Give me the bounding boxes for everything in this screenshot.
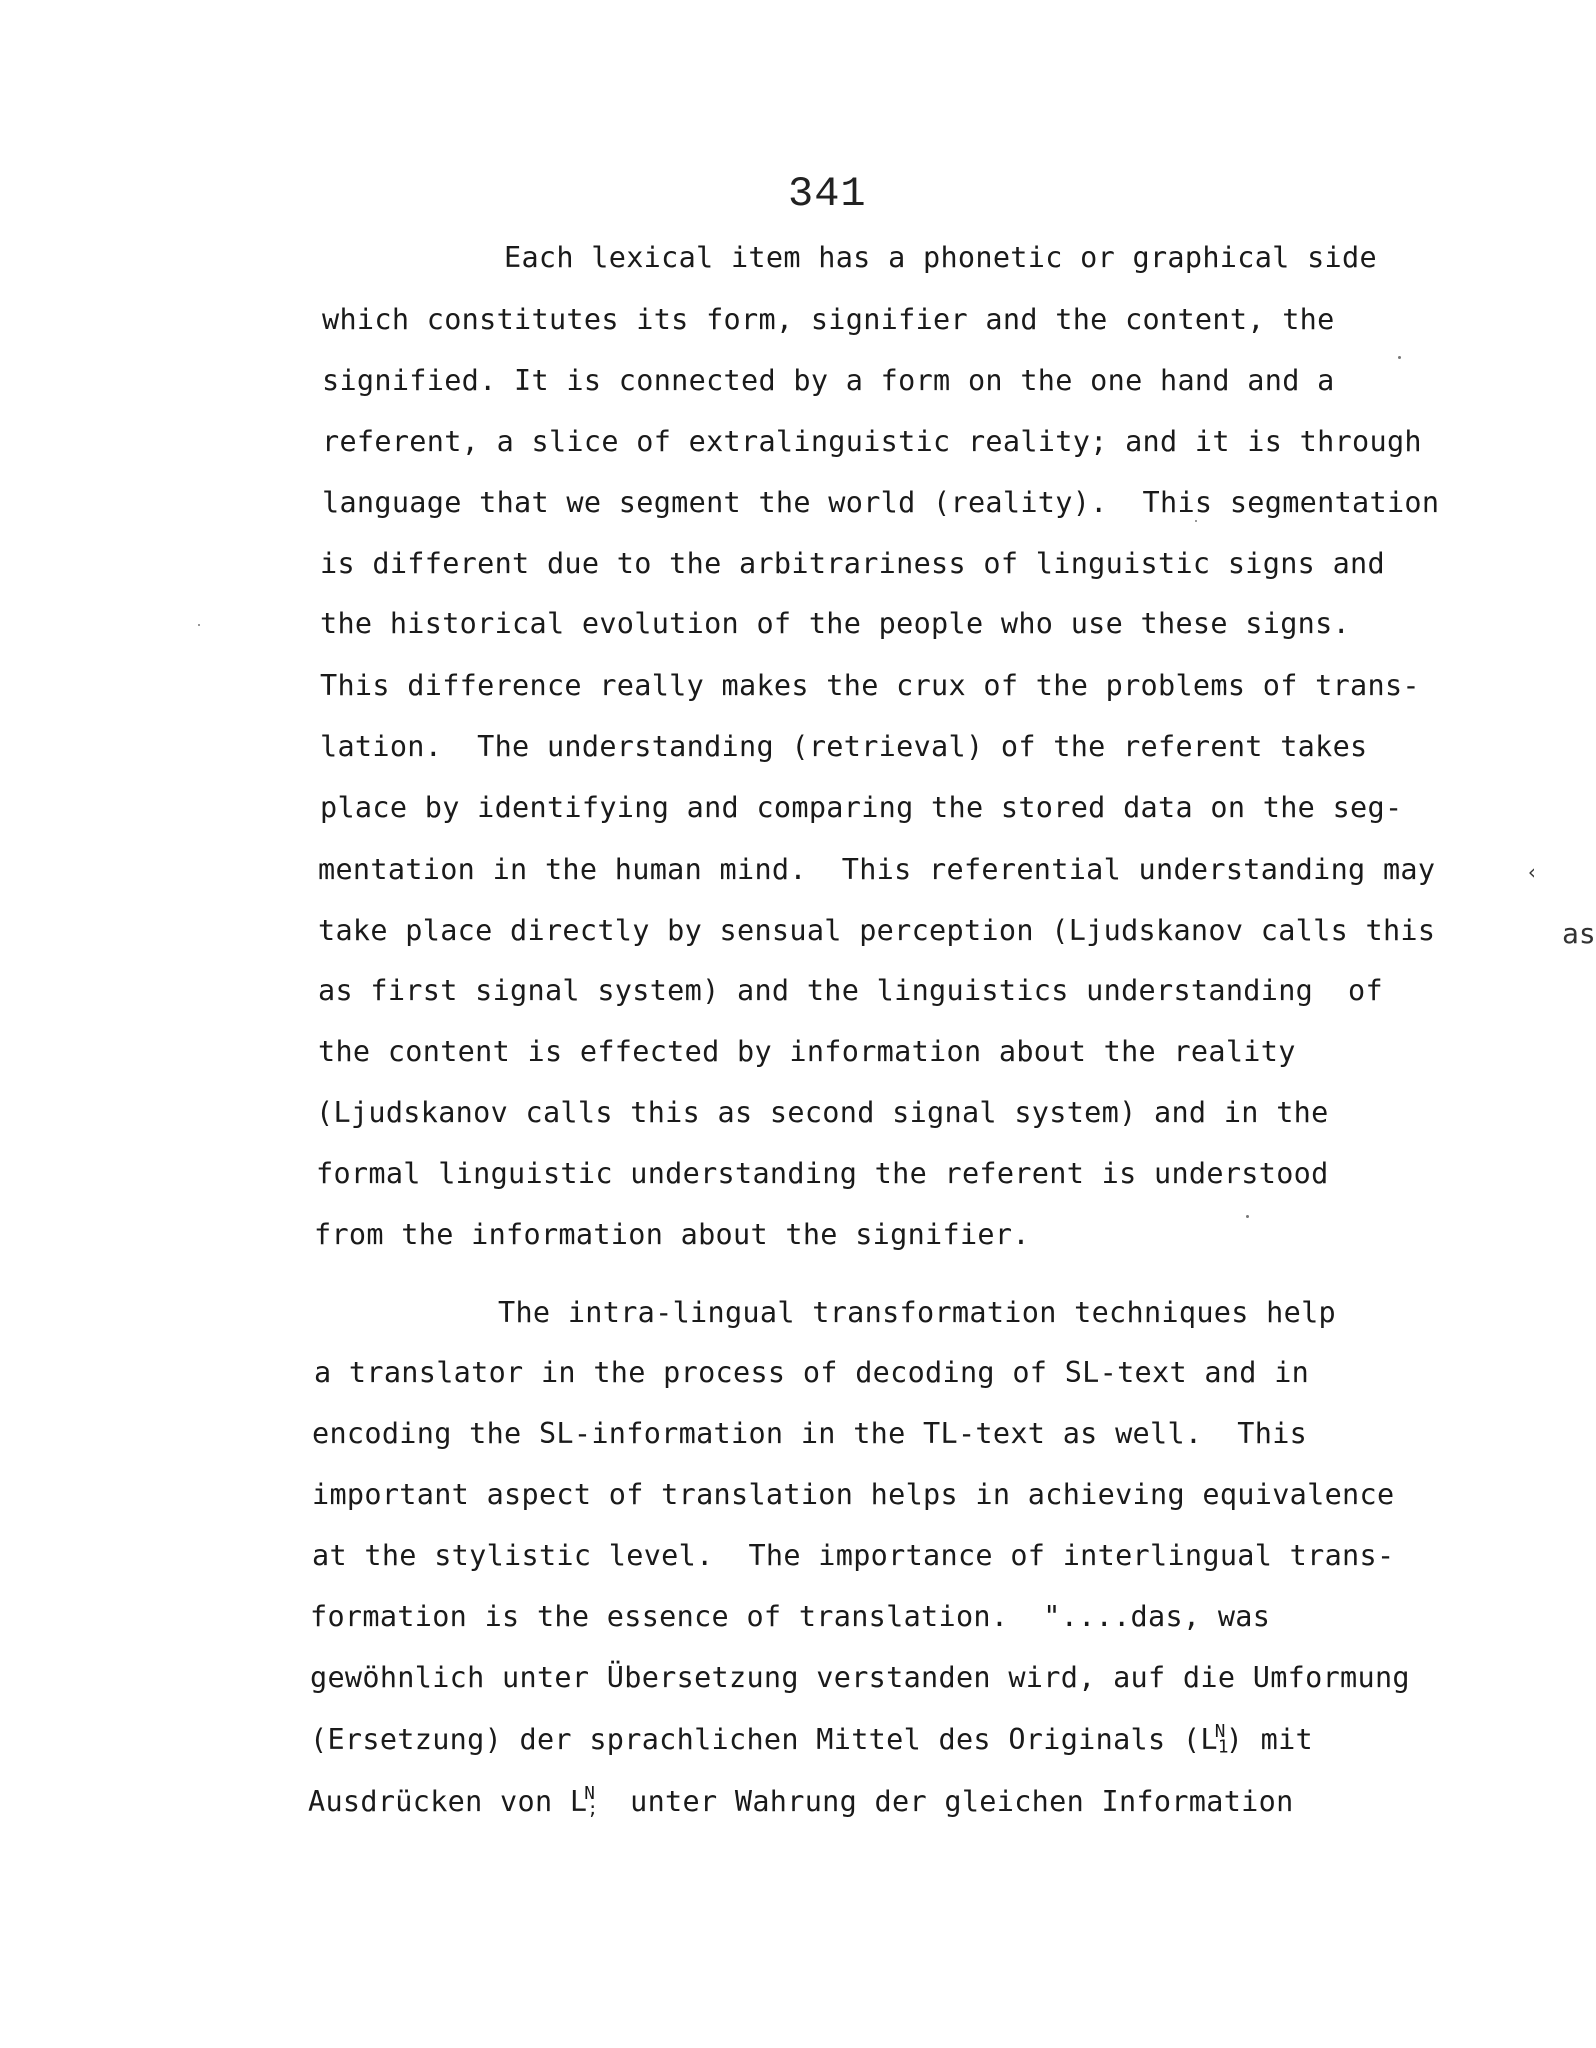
subscript-mark: ; bbox=[587, 1799, 599, 1820]
paragraph-2-line-8 bbox=[310, 1721, 1314, 1758]
paragraph-2-line-4: important aspect of translation helps in achieving equivalence bbox=[312, 1478, 1395, 1511]
paragraph-2-line-3: encoding the SL-information in the TL-text as well. This bbox=[312, 1417, 1308, 1450]
paragraph-2-line-9 bbox=[308, 1783, 1294, 1820]
ersetzung-tail: ) mit bbox=[1225, 1723, 1314, 1756]
paragraph-1-line-4: referent, a slice of extralinguistic reality; and it is through bbox=[322, 425, 1422, 458]
paragraph-1-line-17: from the information about the signifier. bbox=[314, 1218, 1030, 1251]
paragraph-1-line-8: This difference really makes the crux of the problems of trans- bbox=[320, 669, 1420, 702]
paragraph-2-line-7: gewöhnlich unter Übersetzung verstanden wird, auf die Umformung bbox=[310, 1661, 1410, 1694]
ausdruecken-text: Ausdrücken von L bbox=[308, 1785, 588, 1818]
scan-speck bbox=[1398, 356, 1401, 359]
paragraph-1-line-11: mentation in the human mind. This referential understanding may bbox=[318, 853, 1436, 886]
paragraph-1-line-2: which constitutes its form, signifier and the content, the bbox=[322, 303, 1335, 336]
margin-mark-as: as bbox=[1562, 917, 1596, 950]
scan-speck bbox=[1195, 520, 1197, 522]
scan-speck bbox=[198, 624, 200, 626]
superscript-n: N bbox=[1214, 1721, 1226, 1742]
ersetzung-text: (Ersetzung) der sprachlichen Mittel des Originals (L bbox=[310, 1723, 1218, 1756]
paragraph-1-line-14: the content is effected by information about the reality bbox=[318, 1035, 1296, 1068]
paragraph-1-line-16: formal linguistic understanding the referent is understood bbox=[316, 1157, 1329, 1190]
paragraph-1-line-1: Each lexical item has a phonetic or graphical side bbox=[504, 241, 1377, 274]
paragraph-1-line-7: the historical evolution of the people who use these signs. bbox=[320, 607, 1351, 640]
paragraph-1-line-12: take place directly by sensual perception (Ljudskanov calls this bbox=[318, 914, 1436, 947]
paragraph-1-line-9: lation. The understanding (retrieval) of the referent takes bbox=[320, 730, 1368, 763]
paragraph-2-line-2: a translator in the process of decoding of SL-text and in bbox=[314, 1356, 1310, 1389]
paragraph-2-line-6: formation is the essence of translation. "....das, was bbox=[310, 1600, 1271, 1633]
paragraph-1-line-6: is different due to the arbitrariness of linguistic signs and bbox=[320, 547, 1385, 580]
scan-speck bbox=[1246, 1215, 1249, 1218]
paragraph-2-line-5: at the stylistic level. The importance of interlingual trans- bbox=[312, 1539, 1395, 1572]
paragraph-1-line-3: signified. It is connected by a form on the one hand and a bbox=[322, 364, 1335, 397]
margin-mark-arrow: ‹ bbox=[1526, 860, 1539, 884]
paragraph-1-line-5: language that we segment the world (reality). This segmentation bbox=[322, 486, 1440, 519]
ausdruecken-tail: unter Wahrung der gleichen Information bbox=[595, 1785, 1294, 1818]
page-number: 341 bbox=[788, 170, 867, 218]
paragraph-1-line-15: (Ljudskanov calls this as second signal system) and in the bbox=[316, 1096, 1329, 1129]
paragraph-1-line-13: as first signal system) and the linguistics understanding of bbox=[318, 974, 1383, 1007]
paragraph-1-line-10: place by identifying and comparing the stored data on the seg- bbox=[320, 791, 1403, 824]
superscript-n-2: N bbox=[584, 1783, 596, 1804]
subscript-one: 1 bbox=[1217, 1737, 1229, 1758]
paragraph-2-line-1: The intra-lingual transformation techniques help bbox=[498, 1296, 1337, 1329]
